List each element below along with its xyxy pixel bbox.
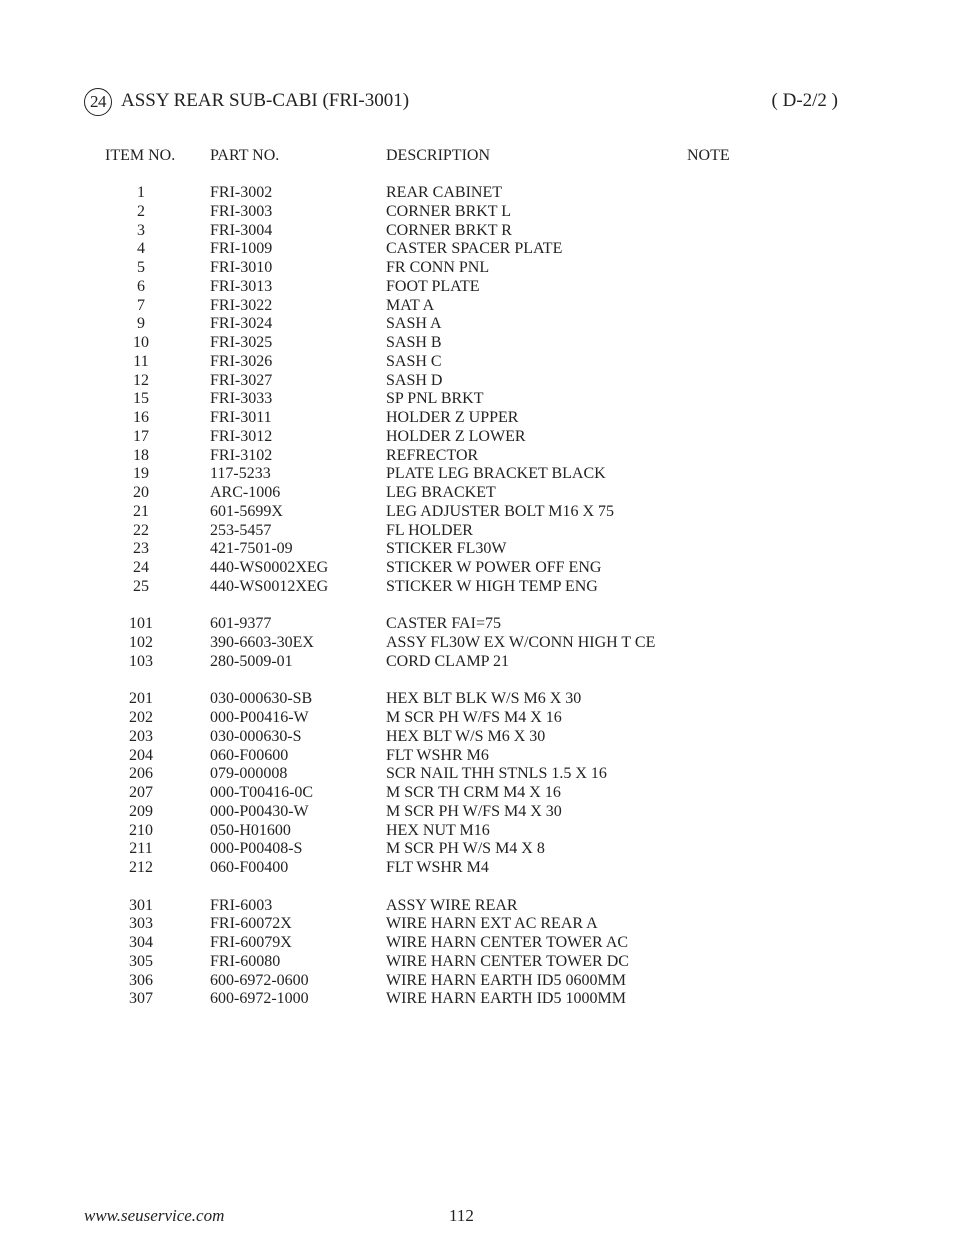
item-no-cell: 12 <box>133 371 149 389</box>
column-header-description: DESCRIPTION <box>386 147 491 164</box>
table-row <box>0 784 954 803</box>
description-cell: ASSY FL30W EX W/CONN HIGH T CE <box>386 634 656 651</box>
table-row <box>0 953 954 972</box>
description-cell: MAT A <box>386 296 435 314</box>
part-no-cell: FRI-3022 <box>210 296 273 314</box>
table-row <box>0 578 954 597</box>
table-row <box>0 728 954 747</box>
item-no-cell: 21 <box>133 502 149 520</box>
item-no-cell: 307 <box>129 990 153 1008</box>
part-no-cell: FRI-3003 <box>210 202 273 220</box>
page-code: ( D-2/2 ) <box>771 90 838 111</box>
table-row <box>0 540 954 559</box>
table-row <box>0 653 954 672</box>
description-cell: HEX BLT W/S M6 X 30 <box>386 727 546 745</box>
part-no-cell: FRI-60080 <box>210 952 281 970</box>
item-no-cell: 23 <box>133 540 149 558</box>
table-row <box>0 915 954 934</box>
description-cell: WIRE HARN EARTH ID5 1000MM <box>386 990 626 1008</box>
table-row <box>0 278 954 297</box>
part-no-cell: 117-5233 <box>210 465 271 483</box>
part-no-cell: 030-000630-S <box>210 727 302 745</box>
description-cell: CASTER FAI=75 <box>386 615 501 633</box>
description-cell: M SCR PH W/S M4 X 8 <box>386 840 545 858</box>
table-row <box>0 934 954 953</box>
table-row <box>0 840 954 859</box>
table-row <box>0 972 954 991</box>
description-cell: HOLDER Z LOWER <box>386 427 526 445</box>
item-no-cell: 7 <box>137 296 145 314</box>
item-no-cell: 15 <box>133 390 149 408</box>
part-no-cell: 030-000630-SB <box>210 690 313 708</box>
column-header-part-no: PART NO. <box>210 147 280 164</box>
footer-url: www.seuservice.com <box>84 1206 225 1225</box>
table-row <box>0 203 954 222</box>
description-cell: CORNER BRKT R <box>386 221 512 239</box>
part-no-cell: ARC-1006 <box>210 484 281 501</box>
page-number: 112 <box>449 1206 474 1225</box>
item-no-cell: 2 <box>137 202 145 220</box>
description-cell: STICKER FL30W <box>386 540 507 558</box>
description-cell: M SCR PH W/FS M4 X 30 <box>386 802 562 820</box>
table-row <box>0 859 954 878</box>
table-row <box>0 503 954 522</box>
part-no-cell: FRI-60079X <box>210 934 292 951</box>
part-no-cell: FRI-60072X <box>210 915 292 933</box>
item-no-cell: 103 <box>129 652 153 670</box>
item-no-cell: 9 <box>137 315 145 333</box>
part-no-cell: FRI-3025 <box>210 334 273 351</box>
table-row <box>0 990 954 1009</box>
part-no-cell: FRI-3004 <box>210 221 273 239</box>
description-cell: SASH B <box>386 334 442 351</box>
item-no-cell: 24 <box>133 559 149 576</box>
description-cell: PLATE LEG BRACKET BLACK <box>386 465 606 483</box>
part-no-cell: FRI-3026 <box>210 352 273 370</box>
table-row <box>0 315 954 334</box>
part-no-cell: FRI-3002 <box>210 184 273 201</box>
description-cell: LEG BRACKET <box>386 484 496 501</box>
part-no-cell: 600-6972-0600 <box>210 971 309 989</box>
description-cell: STICKER W POWER OFF ENG <box>386 559 602 576</box>
table-row <box>0 465 954 484</box>
page-title: ASSY REAR SUB-CABI (FRI-3001) <box>121 90 410 111</box>
description-cell: FLT WSHR M4 <box>386 859 489 876</box>
table-row <box>0 409 954 428</box>
table-row <box>0 822 954 841</box>
item-no-cell: 102 <box>129 634 153 651</box>
table-row <box>0 222 954 241</box>
part-no-cell: FRI-6003 <box>210 896 273 914</box>
part-no-cell: FRI-3013 <box>210 277 273 295</box>
table-row <box>0 747 954 766</box>
description-cell: HOLDER Z UPPER <box>386 409 519 426</box>
item-no-cell: 202 <box>129 709 153 726</box>
item-no-cell: 304 <box>129 934 153 951</box>
description-cell: LEG ADJUSTER BOLT M16 X 75 <box>386 502 615 520</box>
description-cell: M SCR TH CRM M4 X 16 <box>386 784 561 801</box>
part-no-cell: 440-WS0012XEG <box>210 577 329 595</box>
item-no-cell: 1 <box>137 184 145 201</box>
item-no-cell: 6 <box>137 277 145 295</box>
description-cell: SASH C <box>386 352 442 370</box>
description-cell: SASH A <box>386 315 442 333</box>
part-no-cell: FRI-3011 <box>210 409 272 426</box>
description-cell: FR CONN PNL <box>386 259 490 276</box>
part-no-cell: 253-5457 <box>210 521 272 539</box>
part-no-cell: 000-P00416-W <box>210 709 309 726</box>
table-row <box>0 240 954 259</box>
item-no-cell: 206 <box>129 765 153 783</box>
table-row <box>0 559 954 578</box>
description-cell: WIRE HARN CENTER TOWER DC <box>386 952 629 970</box>
table-row <box>0 353 954 372</box>
description-cell: FOOT PLATE <box>386 277 480 295</box>
table-row <box>0 259 954 278</box>
item-no-cell: 204 <box>129 746 153 764</box>
item-no-cell: 22 <box>133 521 149 539</box>
table-row <box>0 803 954 822</box>
table-row <box>0 615 954 634</box>
item-no-cell: 17 <box>133 427 149 445</box>
part-no-cell: 280-5009-01 <box>210 652 293 670</box>
part-no-cell: 600-6972-1000 <box>210 990 309 1008</box>
item-no-cell: 19 <box>133 465 149 483</box>
description-cell: REFRECTOR <box>386 446 479 464</box>
part-no-cell: 601-5699X <box>210 502 283 520</box>
part-no-cell: 050-H01600 <box>210 821 291 839</box>
description-cell: FL HOLDER <box>386 521 473 539</box>
item-no-cell: 305 <box>129 952 153 970</box>
part-no-cell: 421-7501-09 <box>210 540 293 558</box>
description-cell: HEX BLT BLK W/S M6 X 30 <box>386 690 582 708</box>
item-no-cell: 20 <box>133 484 149 501</box>
part-no-cell: FRI-1009 <box>210 240 273 258</box>
item-no-cell: 210 <box>129 821 153 839</box>
description-cell: SASH D <box>386 371 443 389</box>
part-no-cell: FRI-3102 <box>210 446 273 464</box>
table-row <box>0 634 954 653</box>
part-no-cell: 060-F00600 <box>210 746 289 764</box>
item-no-cell: 4 <box>137 240 145 258</box>
description-cell: CORD CLAMP 21 <box>386 652 509 670</box>
part-no-cell: 601-9377 <box>210 615 272 633</box>
item-no-cell: 101 <box>129 615 153 633</box>
item-no-cell: 211 <box>129 840 153 858</box>
item-no-cell: 207 <box>129 784 153 801</box>
item-no-cell: 11 <box>133 352 149 370</box>
description-cell: SP PNL BRKT <box>386 390 484 408</box>
description-cell: WIRE HARN EARTH ID5 0600MM <box>386 971 626 989</box>
table-row <box>0 334 954 353</box>
part-no-cell: 000-P00408-S <box>210 840 303 858</box>
description-cell: CASTER SPACER PLATE <box>386 240 563 258</box>
table-row <box>0 690 954 709</box>
table-row <box>0 484 954 503</box>
part-no-cell: 440-WS0002XEG <box>210 559 329 576</box>
table-row <box>0 709 954 728</box>
item-no-cell: 203 <box>129 727 153 745</box>
column-header-note: NOTE <box>687 147 730 164</box>
table-row <box>0 522 954 541</box>
table-row <box>0 184 954 203</box>
section-number-badge: 24 <box>84 88 112 116</box>
item-no-cell: 18 <box>133 446 149 464</box>
part-no-cell: 079-000008 <box>210 765 288 783</box>
item-no-cell: 212 <box>129 859 153 876</box>
table-row <box>0 428 954 447</box>
part-no-cell: 060-F00400 <box>210 859 289 876</box>
part-no-cell: FRI-3027 <box>210 371 273 389</box>
description-cell: FLT WSHR M6 <box>386 746 489 764</box>
item-no-cell: 3 <box>137 221 145 239</box>
part-no-cell: 000-T00416-0C <box>210 784 314 801</box>
description-cell: SCR NAIL THH STNLS 1.5 X 16 <box>386 765 607 783</box>
item-no-cell: 10 <box>133 334 149 351</box>
item-no-cell: 25 <box>133 577 149 595</box>
page-header <box>84 86 844 116</box>
table-row <box>0 765 954 784</box>
part-no-cell: FRI-3033 <box>210 390 273 408</box>
part-no-cell: 000-P00430-W <box>210 802 309 820</box>
table-row <box>0 390 954 409</box>
description-cell: STICKER W HIGH TEMP ENG <box>386 577 598 595</box>
item-no-cell: 5 <box>137 259 145 276</box>
part-no-cell: FRI-3012 <box>210 427 273 445</box>
item-no-cell: 209 <box>129 802 153 820</box>
table-row <box>0 897 954 916</box>
part-no-cell: 390-6603-30EX <box>210 634 314 651</box>
item-no-cell: 16 <box>133 409 149 426</box>
table-row <box>0 297 954 316</box>
item-no-cell: 306 <box>129 971 153 989</box>
part-no-cell: FRI-3024 <box>210 315 273 333</box>
table-row <box>0 447 954 466</box>
item-no-cell: 303 <box>129 915 153 933</box>
description-cell: M SCR PH W/FS M4 X 16 <box>386 709 562 726</box>
description-cell: REAR CABINET <box>386 184 502 201</box>
table-row <box>0 372 954 391</box>
part-no-cell: FRI-3010 <box>210 259 273 276</box>
description-cell: WIRE HARN EXT AC REAR A <box>386 915 598 933</box>
item-no-cell: 201 <box>129 690 153 708</box>
parts-table <box>0 184 954 1009</box>
description-cell: WIRE HARN CENTER TOWER AC <box>386 934 629 951</box>
item-no-cell: 301 <box>129 896 153 914</box>
description-cell: CORNER BRKT L <box>386 202 512 220</box>
description-cell: HEX NUT M16 <box>386 821 490 839</box>
description-cell: ASSY WIRE REAR <box>386 896 518 914</box>
column-header-item-no: ITEM NO. <box>105 147 176 164</box>
